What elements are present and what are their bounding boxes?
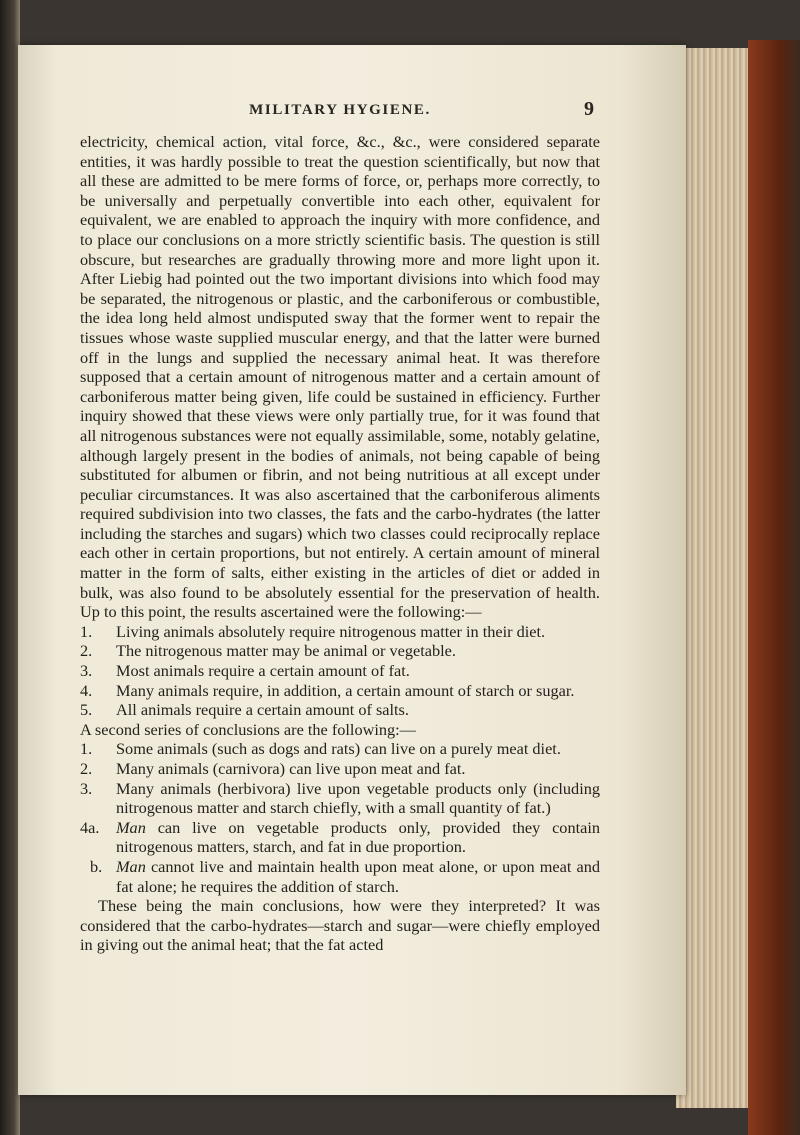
body-paragraph: electricity, chemical action, vital force, &c., &c., were considered separate entities, it was hardly possible to treat the question scientifically, but now that all these are admitted to be mere forms of force, or, perhaps more correctly, to be universally and perpetually convertible into each other, equivalent for equivalent, we are enabled to approach the inquiry with more confidence, and to place our conclusions on a more strictly scientific basis. The question is still obscure, but researches are gradually throwing more and more light upon it. After Liebig had pointed out the two important divisions into which food may be separated, the nitrogenous or plastic, and the carboniferous or combustible, the idea long held almost undisputed sway that the former went to repair the tissues whose waste supplied muscular energy, and that the latter were burned off in the lungs and supplied the necessary animal heat. It was therefore supposed that a certain amount of nitrogenous matter and a certain amount of carboniferous matter being given, life could be sustained in efficiency. Further inquiry showed that these views were only partially true, for it was found that all nitrogenous substances were not equally assimilable, some, notably gelatine, although largely present in the bodies of animals, not being capable of being substituted for albumen or fibrin, and not being nutritious at all except under peculiar circumstances. It was also ascertained that the carboniferous aliments required subdivision into two classes, the fats and the carbo-hydrates (the latter including the starches and sugars) which two classes could reciprocally replace each other in certain proportions, but not entirely. A certain amount of mineral matter in the form of salts, either existing in the articles of diet or added in bulk, was also found to be absolutely essential for the preservation of health. Up to this point, the results ascertained were the following:— bbox=[80, 132, 600, 622]
list-item-number: 4. bbox=[80, 680, 93, 700]
list-item-text: Many animals (carnivora) can live upon meat and fat. bbox=[116, 759, 466, 778]
list-item bbox=[80, 622, 600, 642]
list-item-rest: can live on vegetable products only, provided they contain nitrogenous matters, starch, and fat in due proportion. bbox=[116, 817, 600, 857]
list-item bbox=[80, 857, 600, 896]
list-item-number: 2. bbox=[80, 641, 93, 661]
list-item-number: 3. bbox=[80, 661, 93, 681]
page-number: 9 bbox=[584, 98, 594, 120]
list-item-number: 4a. bbox=[80, 817, 100, 837]
list-item-number: b. bbox=[90, 856, 103, 876]
list-item bbox=[80, 759, 600, 779]
list-item-number: 5. bbox=[80, 700, 93, 720]
conclusions-list-1 bbox=[80, 622, 600, 720]
list-item bbox=[80, 661, 600, 681]
list-item bbox=[80, 818, 600, 857]
list-item bbox=[80, 700, 600, 720]
list-item-text: Some animals (such as dogs and rats) can live on a purely meat diet. bbox=[116, 739, 561, 759]
list-item-rest: cannot live and maintain health upon meat alone, or upon meat and fat alone; he requires the addition of starch. bbox=[116, 856, 600, 896]
list-item bbox=[80, 681, 600, 701]
list-item bbox=[80, 641, 600, 661]
list-item-text: Many animals (herbivora) live upon vegetable products only (including nitrogenous matter and starch chiefly, with a small quantity of fat.) bbox=[116, 778, 600, 818]
running-title: MILITARY HYGIENE. bbox=[249, 102, 431, 118]
second-series-intro: A second series of conclusions are the following:— bbox=[80, 719, 416, 739]
list-item bbox=[80, 739, 600, 759]
closing-paragraph: These being the main conclusions, how were they interpreted? It was considered that the carbo-hydrates—starch and sugar—were chiefly employed in giving out the animal heat; that the fat acted bbox=[80, 896, 600, 955]
page-body bbox=[80, 132, 600, 955]
list-item-number: 3. bbox=[80, 778, 93, 798]
list-item-text: Living animals absolutely require nitrogenous matter in their diet. bbox=[116, 621, 546, 641]
list-item-text: All animals require a certain amount of salts. bbox=[116, 700, 409, 720]
book-spine bbox=[748, 40, 800, 1135]
book-gutter-edge bbox=[0, 0, 20, 1135]
list-item-number: 2. bbox=[80, 759, 93, 778]
list-item-number: 1. bbox=[80, 739, 93, 759]
book-page-edges bbox=[676, 48, 754, 1108]
list-item-text bbox=[98, 818, 600, 857]
list-item-text: Many animals require, in addition, a certain amount of starch or sugar. bbox=[116, 680, 575, 700]
list-item-text: Most animals require a certain amount of fat. bbox=[116, 661, 410, 681]
italic-lead: Man bbox=[116, 817, 146, 837]
list-item-number: 1. bbox=[80, 621, 93, 641]
list-item-text: The nitrogenous matter may be animal or vegetable. bbox=[116, 641, 456, 661]
conclusions-list-2 bbox=[80, 739, 600, 896]
list-item-text bbox=[98, 857, 600, 896]
italic-lead: Man bbox=[116, 856, 146, 876]
list-item bbox=[80, 779, 600, 818]
